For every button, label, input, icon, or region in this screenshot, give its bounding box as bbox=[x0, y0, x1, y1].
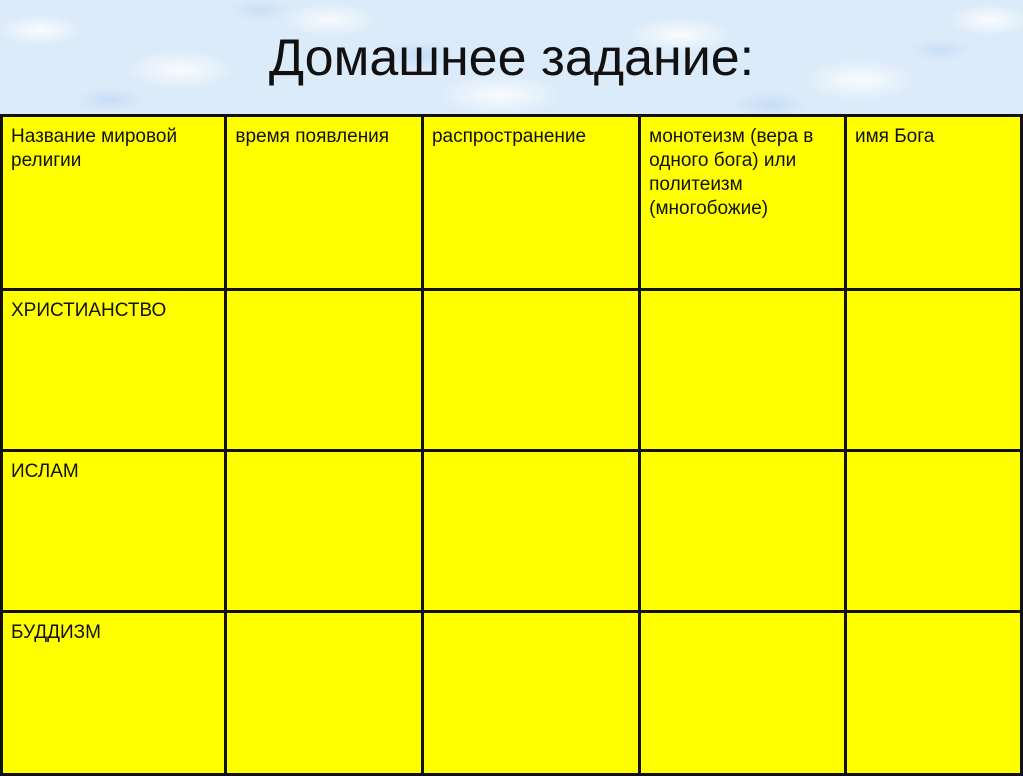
time-of-origin-cell[interactable] bbox=[226, 612, 423, 775]
header-monotheism-polytheism: монотеизм (вера в одного бога) или политеизм (многобожие) bbox=[640, 116, 846, 290]
time-of-origin-cell[interactable] bbox=[226, 290, 423, 451]
monotheism-polytheism-cell[interactable] bbox=[640, 612, 846, 775]
monotheism-polytheism-cell[interactable] bbox=[640, 451, 846, 612]
table-row bbox=[2, 612, 1022, 775]
god-name-cell[interactable] bbox=[845, 612, 1021, 775]
distribution-cell[interactable] bbox=[422, 612, 639, 775]
homework-table bbox=[0, 114, 1023, 776]
table-header-row bbox=[2, 116, 1022, 290]
table-row bbox=[2, 290, 1022, 451]
religion-name-cell: БУДДИЗМ bbox=[2, 612, 226, 775]
distribution-cell[interactable] bbox=[422, 290, 639, 451]
table-row bbox=[2, 451, 1022, 612]
header-distribution: распространение bbox=[422, 116, 639, 290]
header-god-name: имя Бога bbox=[845, 116, 1021, 290]
header-time-of-origin: время появления bbox=[226, 116, 423, 290]
header-religion-name: Название мировой религии bbox=[2, 116, 226, 290]
religion-name-cell: ХРИСТИАНСТВО bbox=[2, 290, 226, 451]
distribution-cell[interactable] bbox=[422, 451, 639, 612]
god-name-cell[interactable] bbox=[845, 451, 1021, 612]
slide-title: Домашнее задание: bbox=[268, 29, 755, 87]
time-of-origin-cell[interactable] bbox=[226, 451, 423, 612]
religion-name-cell: ИСЛАМ bbox=[2, 451, 226, 612]
god-name-cell[interactable] bbox=[845, 290, 1021, 451]
monotheism-polytheism-cell[interactable] bbox=[640, 290, 846, 451]
